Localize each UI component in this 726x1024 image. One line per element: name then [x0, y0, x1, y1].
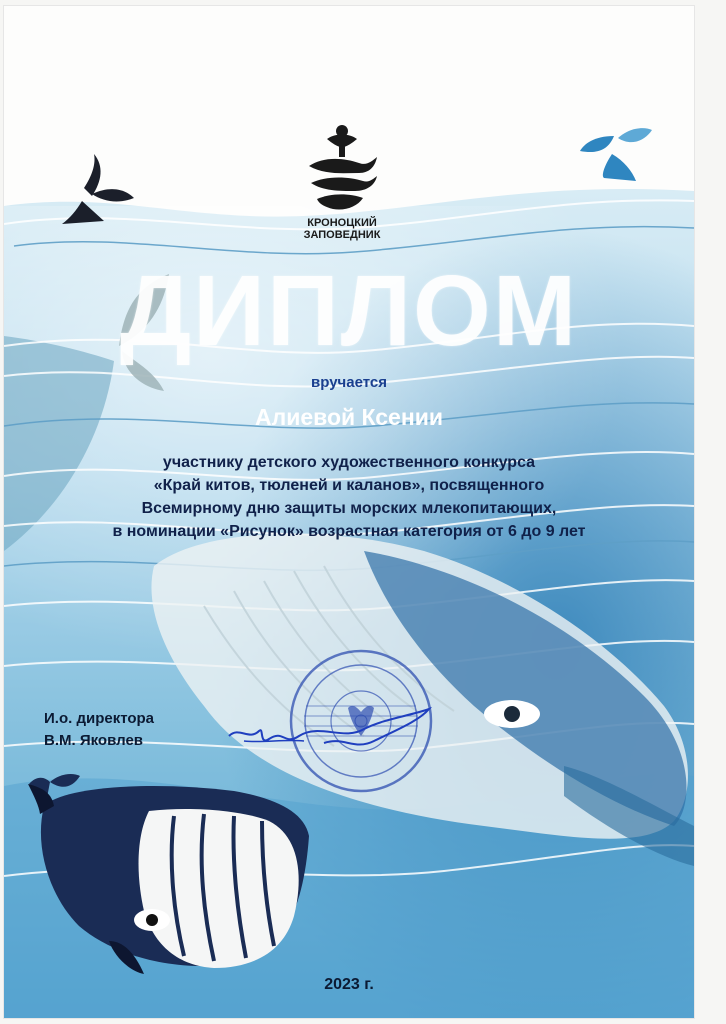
award-line: участнику детского художественного конкурса	[162, 454, 536, 471]
award-line: в номинации «Рисунок» возрастная категория от 6 до 9 лет	[112, 523, 586, 540]
top-right-tail	[580, 128, 652, 181]
reserve-logo	[297, 121, 387, 246]
award-line: Всемирному дню защиты морских млекопитающих,	[141, 500, 557, 517]
director-title: И.о. директора	[44, 710, 155, 727]
award-line: «Край китов, тюленей и каланов», посвященного	[153, 477, 545, 494]
award-description	[4, 451, 694, 543]
diploma-title: ДИПЛОМ	[119, 255, 579, 367]
presented-label: вручается	[311, 374, 387, 391]
recipient-name: Алиевой Ксении	[254, 404, 444, 430]
diploma-year: 2023 г.	[324, 976, 374, 993]
diploma-sheet	[4, 6, 694, 1018]
director-name: В.М. Яковлев	[44, 732, 144, 749]
reserve-emblem-icon	[297, 121, 387, 216]
logo-line1: КРОНОЦКИЙ	[307, 217, 377, 229]
director-block	[44, 708, 154, 752]
logo-line2: ЗАПОВЕДНИК	[303, 229, 381, 241]
director-signature	[224, 701, 439, 761]
